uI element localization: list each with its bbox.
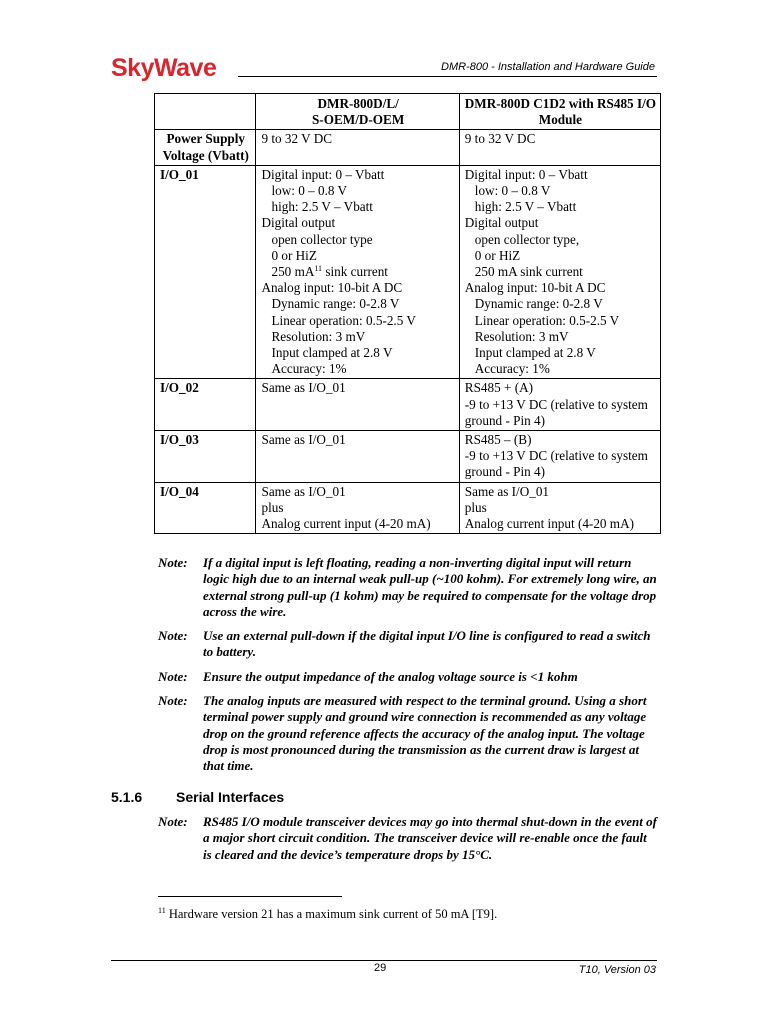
notes-block: [158, 555, 658, 783]
cell-line: [465, 199, 656, 215]
cell-line: [261, 516, 454, 532]
cell-text: 0 or HiZ: [271, 247, 317, 263]
cell-text: Digital input: 0 – Vbatt: [464, 166, 588, 182]
table-cell-col1: [256, 379, 459, 431]
cell-line: [261, 361, 454, 377]
cell-line: [465, 329, 656, 345]
section-heading: [111, 789, 284, 805]
cell-text: 250 mA sink current: [474, 264, 583, 280]
table-row: [155, 379, 661, 431]
table-header-col2: [459, 94, 660, 130]
note-text: RS485 I/O module transceiver devices may go into thermal shut-down in the event of a major short circuit condition. The transceiver device will re-enable once the fault is cleared and the device’s temperature drops by 15°C.: [203, 814, 657, 862]
row-label: I/O_03: [155, 431, 256, 483]
cell-line: [465, 397, 656, 413]
row-label: I/O_04: [155, 482, 256, 534]
cell-line: [261, 215, 454, 231]
section-number: 5.1.6: [111, 789, 143, 805]
cell-text: Same as I/O_01: [261, 483, 346, 499]
page-header: [111, 54, 657, 80]
table-header-col1: [256, 94, 459, 130]
table-row: [155, 482, 661, 534]
note-label: Note:: [158, 814, 188, 829]
cell-line: [465, 131, 656, 147]
cell-text: 0 or HiZ: [474, 247, 521, 263]
cell-line: [261, 167, 454, 183]
cell-line: [465, 232, 656, 248]
cell-line: [465, 516, 656, 532]
cell-text: plus: [464, 499, 487, 515]
cell-line: [465, 313, 656, 329]
cell-text: open collector type,: [474, 231, 580, 247]
note: [158, 628, 658, 661]
table-cell-col1: [256, 165, 459, 379]
table-row: [155, 165, 661, 379]
cell-text: -9 to +13 V DC (relative to system: [464, 396, 648, 412]
cell-text: Resolution: 3 mV: [271, 328, 366, 344]
cell-line: [465, 361, 656, 377]
table-cell-col2: [459, 165, 660, 379]
cell-text: Accuracy: 1%: [271, 361, 347, 377]
skywave-logo: SkyWave: [111, 54, 217, 82]
cell-text: Same as I/O_01: [464, 483, 550, 499]
cell-text: Analog input: 10-bit A DC: [464, 280, 606, 296]
cell-text: plus: [261, 499, 284, 515]
cell-line: [465, 432, 656, 448]
note-text: Ensure the output impedance of the analog voltage source is <1 kohm: [203, 668, 578, 684]
cell-text: Resolution: 3 mV: [474, 328, 569, 344]
note: [158, 693, 658, 774]
cell-line: [465, 345, 656, 361]
cell-text: low: 0 – 0.8 V: [271, 183, 348, 199]
cell-line: [261, 432, 454, 448]
cell-line: [261, 329, 454, 345]
note-label: Note:: [158, 555, 188, 570]
note-text: Use an external pull-down if the digital input I/O line is configured to read a switch to battery.: [203, 628, 651, 660]
cell-text: Input clamped at 2.8 V: [271, 345, 393, 361]
page-number: 29: [374, 962, 387, 974]
cell-line: [465, 500, 656, 516]
cell-line: [261, 296, 454, 312]
cell-text: Dynamic range: 0-2.8 V: [271, 296, 400, 312]
cell-line: [465, 183, 656, 199]
col1-header-line1: DMR-800D/L/: [317, 96, 399, 111]
cell-text: RS485 + (A): [464, 380, 534, 396]
cell-text: Same as I/O_01: [261, 380, 346, 396]
table-header-empty: [155, 94, 256, 130]
footnote-ref: 11: [158, 906, 166, 915]
cell-line: [261, 484, 454, 500]
document-title: DMR-800 - Installation and Hardware Guide: [441, 61, 655, 73]
cell-text: Linear operation: 0.5-2.5 V: [474, 312, 620, 328]
cell-line: [465, 248, 656, 264]
cell-line: [261, 131, 454, 147]
cell-text: high: 2.5 V – Vbatt: [474, 199, 577, 215]
cell-text: high: 2.5 V – Vbatt: [271, 199, 373, 215]
note-text: If a digital input is left floating, reading a non-inverting digital input will return logic high due to an internal weak pull-up (~100 kohm). For extremely long wire, an external strong pull-up (1 kohm) may be required to compensate for the voltage drop across the wire.: [203, 555, 657, 619]
cell-line: [261, 380, 454, 396]
cell-text: sink current: [322, 264, 388, 280]
note-text: The analog inputs are measured with respect to the terminal ground. Using a short terminal power supply and ground wire connection is recommended as any voltage drop on the ground reference affects the accuracy of the analog input. The voltage drop is most pronounced during the transmission as the current draw is largest at that time.: [203, 693, 647, 774]
spec-table: [154, 93, 661, 534]
cell-line: [465, 464, 656, 480]
footnote-rule: [158, 896, 342, 897]
table-cell-col1: [256, 482, 459, 534]
cell-line: [465, 413, 656, 429]
table-row: [155, 431, 661, 483]
cell-text: 9 to 32 V DC: [464, 131, 536, 147]
cell-text: open collector type: [271, 231, 373, 247]
cell-line: [261, 248, 454, 264]
cell-text: Digital output: [261, 215, 336, 231]
cell-line: [465, 296, 656, 312]
cell-text: 9 to 32 V DC: [261, 131, 333, 147]
cell-text: Analog input: 10-bit A DC: [261, 280, 403, 296]
cell-line: [465, 448, 656, 464]
note-label: Note:: [158, 668, 188, 684]
col2-header-line2: Module: [538, 112, 582, 128]
table-cell-col1: [256, 431, 459, 483]
table-cell-col2: [459, 379, 660, 431]
cell-text: RS485 – (B): [464, 432, 532, 448]
cell-line: [465, 484, 656, 500]
note: [158, 669, 658, 685]
document-version: T10, Version 03: [578, 964, 656, 976]
cell-line: [261, 183, 454, 199]
cell-text: Digital output: [464, 215, 539, 231]
note: [158, 555, 658, 620]
cell-text: Dynamic range: 0-2.8 V: [474, 296, 603, 312]
cell-line: [261, 313, 454, 329]
cell-line: [261, 345, 454, 361]
col2-header-line1: DMR-800D C1D2 with RS485 I/O: [464, 96, 656, 111]
cell-text: Analog current input (4-20 mA): [464, 516, 634, 532]
cell-line: [465, 280, 656, 296]
cell-line: [261, 500, 454, 516]
cell-text: Input clamped at 2.8 V: [474, 345, 596, 361]
cell-line: [465, 264, 656, 280]
note-label: Note:: [158, 693, 188, 709]
section-title: Serial Interfaces: [176, 789, 285, 805]
cell-line: [465, 167, 656, 183]
cell-text: low: 0 – 0.8 V: [474, 183, 551, 199]
cell-line: [261, 232, 454, 248]
cell-text: -9 to +13 V DC (relative to system: [464, 448, 648, 464]
row-label: Power Supply Voltage (Vbatt): [155, 130, 256, 165]
table-cell-col2: [459, 482, 660, 534]
cell-line: [465, 215, 656, 231]
cell-text: ground - Pin 4): [464, 412, 546, 428]
table-body: [155, 130, 661, 534]
row-label: I/O_02: [155, 379, 256, 431]
cell-text: Accuracy: 1%: [474, 361, 550, 377]
cell-text: 250 mA: [271, 264, 315, 280]
cell-text: Analog current input (4-20 mA): [261, 516, 431, 532]
cell-text: ground - Pin 4): [464, 464, 546, 480]
table-cell-col1: [256, 130, 459, 165]
col1-header-line2: S-OEM/D-OEM: [311, 112, 405, 128]
row-label: I/O_01: [155, 165, 256, 379]
cell-line: [465, 380, 656, 396]
footnote: [158, 907, 497, 922]
footer-rule: [111, 960, 657, 961]
table-cell-col2: [459, 130, 660, 165]
table-header-row: [155, 94, 661, 130]
footnote-ref: 11: [314, 264, 323, 274]
cell-line: [261, 280, 454, 296]
note-label: Note:: [158, 628, 188, 644]
table-row: [155, 130, 661, 165]
header-rule: [238, 76, 657, 77]
cell-line: [261, 264, 454, 280]
cell-line: [261, 199, 454, 215]
footnote-text: Hardware version 21 has a maximum sink current of 50 mA [T9].: [165, 907, 498, 921]
table-cell-col2: [459, 431, 660, 483]
section-note: [158, 814, 658, 871]
cell-text: Digital input: 0 – Vbatt: [261, 166, 385, 182]
cell-text: Linear operation: 0.5-2.5 V: [271, 312, 416, 328]
cell-text: Same as I/O_01: [261, 432, 346, 448]
